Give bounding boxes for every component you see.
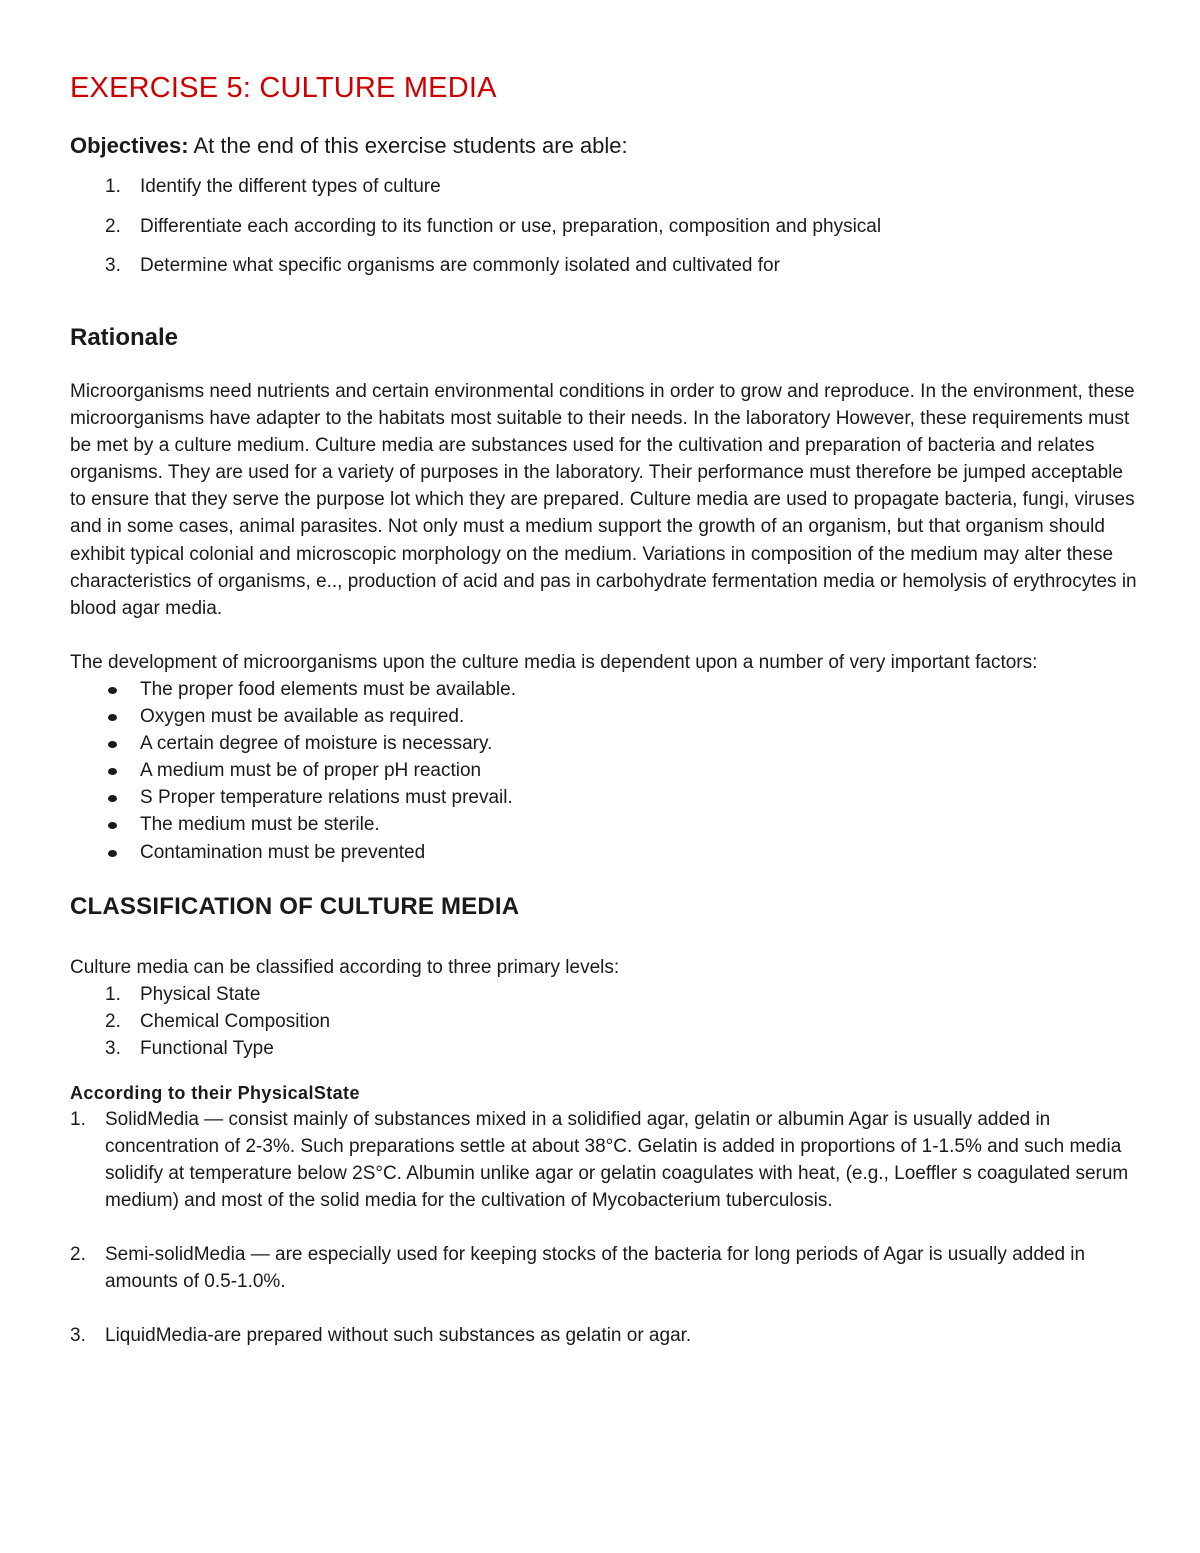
list-item-text: Chemical Composition: [140, 1010, 331, 1032]
list-item-text: SolidMedia — consist mainly of substances mixed in a solidified agar, gelatin or albumin Agar is usually added in concentration of 2-3%. Such preparations settle at about 38°C. Gelatin is added in proportions of 1-1.5% and such media solidify at temperature below 2S°C. Albumin unlike agar or gelatin coagulates with heat, (e.g., Loeffler s coagulated serum medium) and most of the solid media for the cultivation of Mycobacterium tuberculosis.: [105, 1108, 1129, 1211]
rationale-paragraph: Microorganisms need nutrients and certain environmental conditions in order to grow and reproduce. In the environment, these microorganisms have adapter to the habitats most suitable to their needs. In the laboratory However, these requirements must be met by a culture medium. Culture media are substances used for the cultivation and preparation of bacteria and relates organisms. They are used for a variety of purposes in the laboratory. Their performance must therefore be jumped acceptable to ensure that they serve the purpose lot which they are prepared. Culture media are used to propagate bacteria, fungi, viruses and in some cases, animal parasites. Not only must a medium support the growth of an organism, but that organism should exhibit typical colonial and microscopic morphology on the medium. Variations in composition of the medium may alter these characteristics of organisms, e.., production of acid and pas in carbohydrate fermentation media or hemolysis of erythrocytes in blood agar media.: [70, 381, 1137, 619]
list-item-text: A medium must be of proper pH reaction: [140, 760, 482, 782]
list-number: 3.: [70, 1324, 86, 1346]
list-item: [70, 839, 1140, 866]
objectives-line: [70, 130, 1140, 162]
list-item: [70, 730, 1140, 757]
classification-intro: Culture media can be classified according to three primary levels:: [70, 956, 620, 978]
physical-state-heading: According to their PhysicalState: [70, 1082, 360, 1103]
list-number: 2.: [105, 1010, 121, 1032]
list-item-text: Functional Type: [140, 1037, 274, 1059]
bullet-icon: [108, 768, 117, 775]
list-item-text: The medium must be sterile.: [140, 814, 380, 836]
bullet-icon: [108, 795, 117, 802]
list-item: [70, 981, 1140, 1008]
list-item: [70, 1106, 1140, 1214]
list-item: [70, 676, 1140, 703]
list-item-text: LiquidMedia-are prepared without such substances as gelatin or agar.: [105, 1324, 692, 1346]
list-item: [70, 174, 1140, 200]
list-number: 3.: [105, 1037, 121, 1059]
list-item-text: Physical State: [140, 983, 261, 1005]
list-item: [70, 1035, 1140, 1062]
list-item-text: Differentiate each according to its function or use, preparation, composition and physical: [140, 215, 882, 237]
list-item-text: Oxygen must be available as required.: [140, 706, 465, 728]
list-item: [70, 703, 1140, 730]
bullet-icon: [108, 687, 117, 694]
list-item: [70, 253, 1140, 279]
list-number: 2.: [105, 215, 121, 237]
list-number: 3.: [105, 255, 121, 276]
objectives-list: [70, 174, 1140, 279]
list-item: [70, 214, 1140, 240]
list-number: 1.: [105, 176, 121, 197]
physical-state-list: [70, 1106, 1140, 1349]
document-page: [70, 68, 1140, 1376]
objectives-label: Objectives:: [70, 133, 189, 158]
bullet-icon: [108, 741, 117, 748]
list-item-text: Contamination must be prevented: [140, 841, 426, 863]
list-item-text: A certain degree of moisture is necessary.: [140, 733, 493, 755]
factors-intro: The development of microorganisms upon the culture media is dependent upon a number of very important factors:: [70, 651, 1038, 673]
list-item: [70, 784, 1140, 811]
list-item-text: The proper food elements must be available.: [140, 678, 516, 700]
rationale-heading: Rationale: [70, 324, 179, 351]
list-number: 1.: [105, 983, 121, 1005]
page-title: EXERCISE 5: CULTURE MEDIA: [70, 72, 497, 104]
classification-heading: CLASSIFICATION OF CULTURE MEDIA: [70, 892, 520, 920]
list-item: [70, 1241, 1140, 1295]
bullet-icon: [108, 850, 117, 857]
list-item-text: Determine what specific organisms are commonly isolated and cultivated for: [140, 255, 780, 276]
objectives-text: At the end of this exercise students are able:: [188, 133, 628, 158]
factors-list: [70, 676, 1140, 866]
classification-levels-list: [70, 981, 1140, 1062]
list-item-text: S Proper temperature relations must prevail.: [140, 787, 513, 809]
list-number: 2.: [70, 1243, 86, 1265]
list-item: [70, 1322, 1140, 1349]
list-number: 1.: [70, 1108, 86, 1130]
list-item-text: Semi-solidMedia — are especially used for keeping stocks of the bacteria for long periods of Agar is usually added in amounts of 0.5-1.0%.: [105, 1243, 1086, 1292]
list-item: [70, 811, 1140, 838]
list-item-text: Identify the different types of culture: [140, 176, 441, 197]
list-item: [70, 1008, 1140, 1035]
list-item: [70, 757, 1140, 784]
bullet-icon: [108, 822, 117, 829]
bullet-icon: [108, 714, 117, 721]
